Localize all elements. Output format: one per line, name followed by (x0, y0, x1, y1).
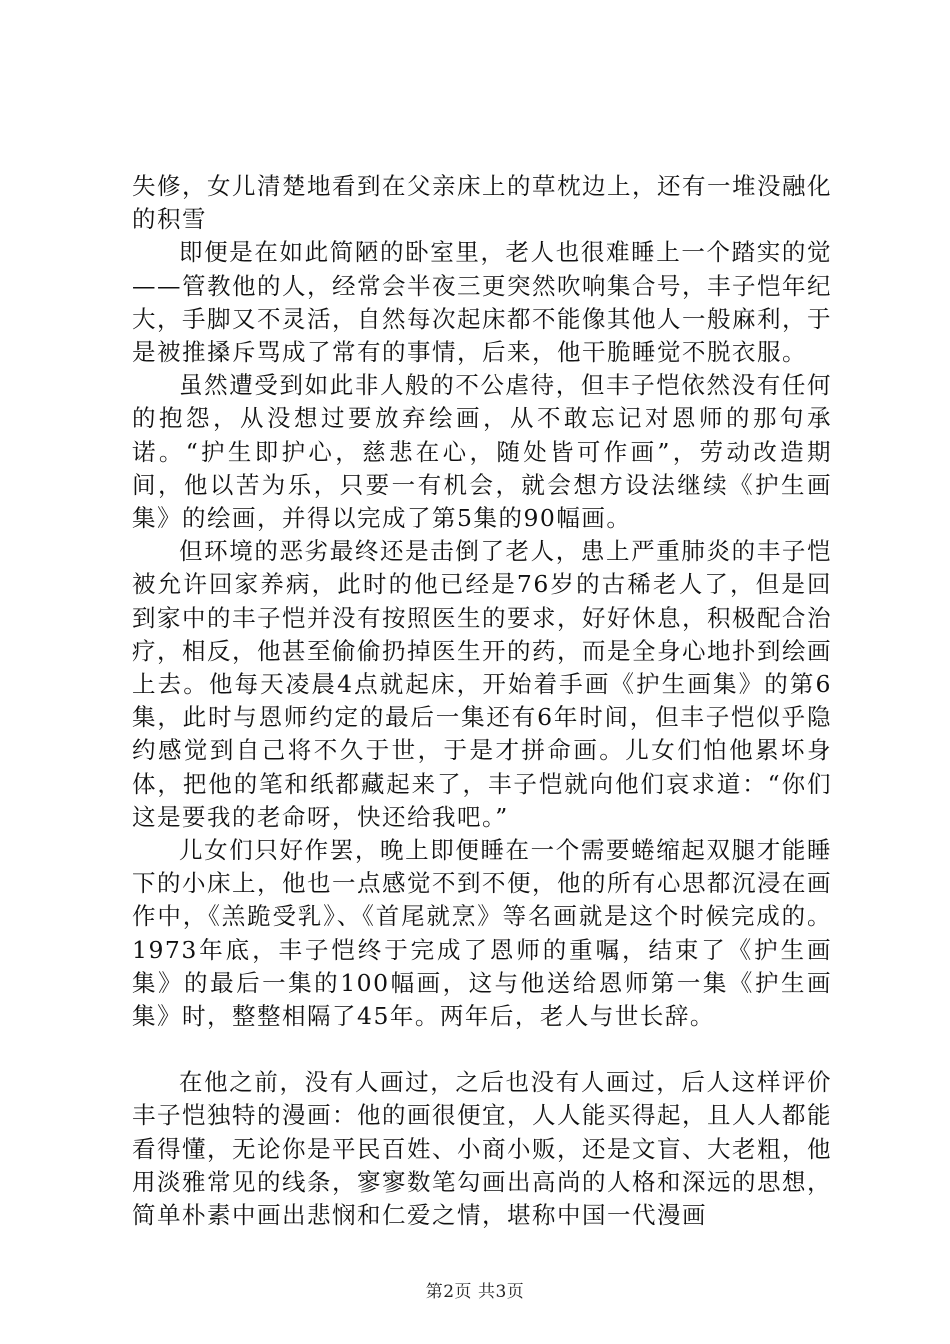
paragraph: 儿女们只好作罢，晚上即便睡在一个需要蜷缩起双腿才能睡下的小床上，他也一点感觉不到不便，他的所有心思都沉浸在画作中，《羔跪受乳》、《首尾就烹》等名画就是这个时候完成的。1973年底，丰子恺终于完成了恩师的重嘱，结束了《护生画集》的最后一集的100幅画，这与他送给恩师第一集《护生画集》时，整整相隔了45年。两年后，老人与世长辞。 (132, 836, 832, 1031)
page-footer: 第2页 共3页 (425, 1282, 525, 1302)
paragraph: 失修，女儿清楚地看到在父亲床上的草枕边上，还有一堆没融化的积雪 (132, 172, 832, 234)
paragraph: 虽然遭受到如此非人般的不公虐待，但丰子恺依然没有任何的抱怨，从没想过要放弃绘画，从不敢忘记对恩师的那句承诺。“护生即护心，慈悲在心，随处皆可作画”，劳动改造期间，他以苦为乐，只要一有机会，就会想方设法继续《护生画集》的绘画，并得以完成了第5集的90幅画。 (132, 371, 832, 533)
paragraph: 但环境的恶劣最终还是击倒了老人，患上严重肺炎的丰子恺被允许回家养病，此时的他已经是76岁的古稀老人了，但是回到家中的丰子恺并没有按照医生的要求，好好休息，积极配合治疗，相反，他甚至偷偷扔掉医生开的药，而是全身心地扑到绘画上去。他每天凌晨4点就起床，开始着手画《护生画集》的第6集，此时与恩师约定的最后一集还有6年时间，但丰子恺似乎隐约感觉到自己将不久于世，于是才拼命画。儿女们怕他累坏身体，把他的笔和纸都藏起来了，丰子恺就向他们哀求道：“你们这是要我的老命呀，快还给我吧。” (132, 537, 832, 831)
paragraph: 即便是在如此简陋的卧室里，老人也很难睡上一个踏实的觉——管教他的人，经常会半夜三更突然吹响集合号，丰子恺年纪大，手脚又不灵活，自然每次起床都不能像其他人一般麻利，于是被推搡斥骂成了常有的事情，后来，他干脆睡觉不脱衣服。 (132, 238, 832, 367)
paragraph: 在他之前，没有人画过，之后也没有人画过，后人这样评价丰子恺独特的漫画：他的画很便宜，人人能买得起，且人人都能看得懂，无论你是平民百姓、小商小贩，还是文盲、大老粗，他用淡雅常见的线条，寥寥数笔勾画出高尚的人格和深远的思想，简单朴素中画出悲悯和仁爱之情，堪称中国一代漫画 (132, 1068, 832, 1230)
document-body (132, 170, 832, 1232)
